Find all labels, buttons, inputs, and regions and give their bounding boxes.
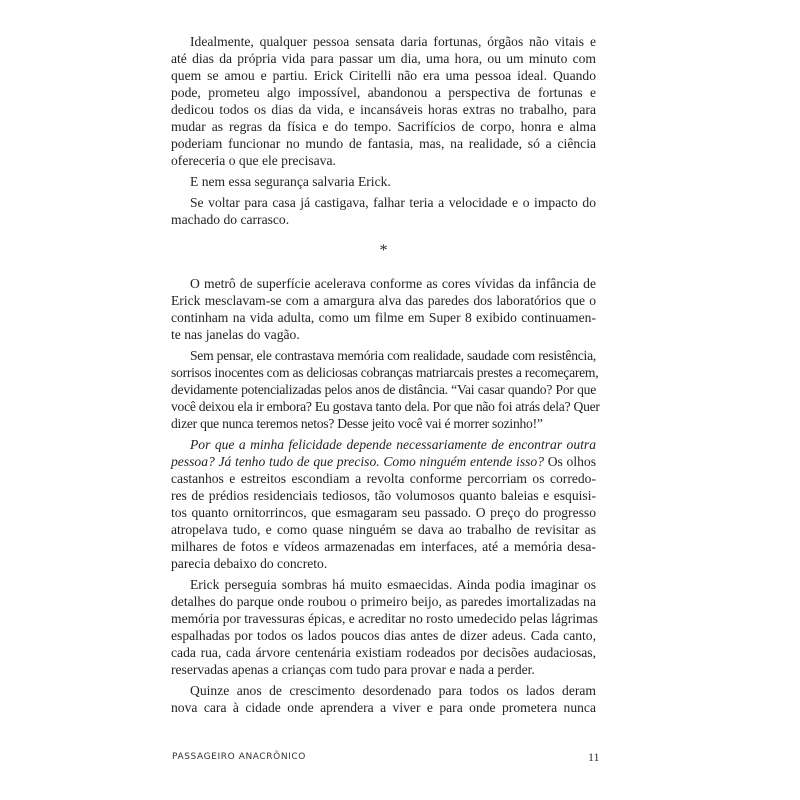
text-line: Erick mesclavam-se com a amargura alva das paredes dos laboratórios que o: [171, 293, 596, 308]
paragraph: [171, 194, 596, 228]
text-line: Quinze anos de crescimento desordenado para todos os lados deram: [190, 683, 596, 698]
paragraph: [171, 682, 596, 716]
text-line: dizer que nunca teremos netos? Desse jeito você vai é morrer sozinho!”: [171, 416, 543, 431]
text-line: parecia debaixo do concreto.: [171, 556, 328, 571]
paragraph: [171, 347, 600, 432]
text-line: res de prédios residenciais tediosos, tão volumosos quanto baleias e esquisi-: [171, 488, 596, 503]
text-line: Erick perseguia sombras há muito esmaecidas. Ainda podia imaginar os: [190, 577, 596, 592]
text-line: O metrô de superfície acelerava conforme as cores vívidas da infância de: [190, 276, 596, 291]
text-line: te nas janelas do vagão.: [171, 327, 300, 342]
section-separator: *: [379, 242, 388, 259]
text-line: reservadas apenas a crianças com tudo para provar e nada a perder.: [171, 662, 535, 677]
page-number: 11: [588, 750, 600, 764]
text-line: devidamente potencializadas pelos anos de distância. “Vai casar quando? Por que: [171, 382, 596, 397]
text-line: castanhos e estreitos escondiam a revolta conforme percorriam os corredo-: [171, 471, 596, 486]
text-line: milhares de fotos e vídeos armazenadas em interfaces, até a memória desa-: [171, 539, 596, 554]
text-line: [171, 453, 596, 470]
text-line: memória por travessuras épicas, e acreditar no rosto umedecido pelas lágrimas: [171, 611, 598, 626]
text-segment: Os olhos: [544, 454, 596, 469]
running-title: PASSAGEIRO ANACRÔNICO: [172, 752, 306, 762]
text-line: Sem pensar, ele contrastava memória com realidade, saudade com resistência,: [190, 348, 596, 363]
text-line: espalhadas por todos os lados poucos dias antes de dizer adeus. Cada canto,: [171, 628, 596, 643]
text-line: você deixou ela ir embora? Eu gostava tanto dela. Por que não foi atrás dela? Quer: [171, 399, 600, 414]
text-line: pode, prometeu algo impossível, abandonou a perspectiva de fortunas e: [171, 85, 596, 100]
text-line: quem se amou e partiu. Erick Ciritelli não era uma pessoa ideal. Quando: [171, 68, 596, 83]
book-body-text: [171, 33, 600, 720]
paragraph: [171, 275, 596, 343]
text-line: mudar as regras da física e do tempo. Sacrifícios de corpo, honra e alma: [171, 119, 596, 134]
text-line: continham na vida adulta, como um filme em Super 8 exibido continuamen-: [171, 310, 596, 325]
text-line: sorrisos inocentes com as deliciosas cobranças matriarcais prestes a recomeçarem,: [171, 365, 599, 380]
text-line-italic: Por que a minha felicidade depende necessariamente de encontrar outra: [190, 437, 596, 452]
text-line: até dias da própria vida para passar um dia, uma hora, ou um minuto com: [171, 51, 596, 66]
paragraph: [171, 436, 596, 572]
text-line: ofereceria o que ele precisava.: [171, 153, 336, 168]
text-line: E nem essa segurança salvaria Erick.: [190, 174, 391, 189]
text-line: dedicou todos os dias da vida, e incansáveis horas extras no trabalho, para: [171, 102, 596, 117]
text-line: nova cara à cidade onde aprendera a viver e para onde prometera nunca: [171, 700, 596, 715]
paragraph: [171, 33, 596, 169]
text-line: detalhes do parque onde roubou o primeiro beijo, as paredes imortalizadas na: [171, 594, 596, 609]
text-line: machado do carrasco.: [171, 212, 290, 227]
text-line: atropelava tudo, e como quase ninguém se dava ao trabalho de revisitar as: [171, 522, 596, 537]
text-line: cada rua, cada árvore centenária existiam rodeados por decisões audaciosas,: [171, 645, 596, 660]
italic-thought: pessoa? Já tenho tudo de que preciso. Como ninguém entende isso?: [171, 454, 544, 469]
text-line: Se voltar para casa já castigava, falhar teria a velocidade e o impacto do: [190, 195, 596, 210]
text-line: poderiam funcionar no mundo de fantasia, mas, na realidade, só a ciência: [171, 136, 596, 151]
paragraph: [171, 173, 596, 190]
paragraph: [171, 576, 596, 678]
text-line: tos quanto ornitorrincos, que esmagaram seu passado. O preço do progresso: [171, 505, 596, 520]
text-line: Idealmente, qualquer pessoa sensata daria fortunas, órgãos não vitais e: [190, 34, 596, 49]
